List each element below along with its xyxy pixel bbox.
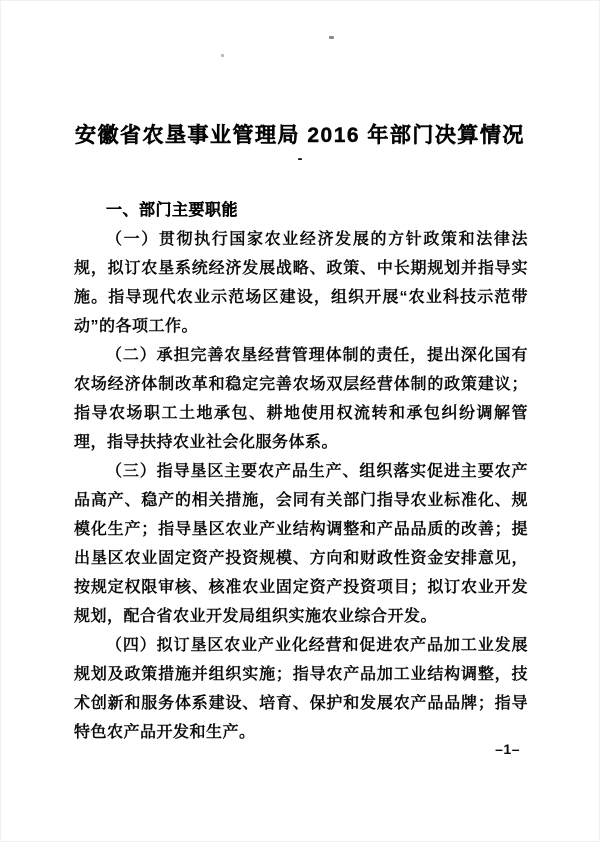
body-paragraph-2: （二）承担完善农垦经营管理体制的责任，提出深化国有农场经济体制改革和稳定完善农场双层经营体制的政策建议；指导农场职工土地承包、耕地使用权流转和承包纠纷调解管理，指导扶持农业社会化服务体系。: [74, 347, 528, 451]
body-paragraph-1: （一）贯彻执行国家农业经济发展的方针政策和法律法规，拟订农垦系统经济发展战略、政策、中长期规划并指导实施。指导现代农业示范场区建设，组织开展“农业科技示范带动”的各项工作。: [74, 231, 528, 335]
document-body: [74, 196, 528, 747]
page-number: –1–: [495, 741, 520, 757]
body-paragraph-3: （三）指导垦区主要农产品生产、组织落实促进主要农产品高产、稳产的相关措施，会同有关部门指导农业标准化、规模化生产；指导垦区农业产业结构调整和产品品质的改善；提出垦区农业固定资产投资规模、方向和财政性资金安排意见，按规定权限审核、核准农业固定资产投资项目；拟订农业开发规划，配合省农业开发局组织实施农业综合开发。: [74, 463, 528, 625]
body-paragraph-4: （四）拟订垦区农业产业化经营和促进农产品加工业发展规划及政策措施并组织实施；指导农产品加工业结构调整，技术创新和服务体系建设、培育、保护和发展农产品品牌；指导特色农产品开发和生产。: [74, 637, 528, 741]
scan-artifact-speck: [329, 36, 334, 39]
title-dash-mark: -: [297, 150, 303, 167]
document-title: 安徽省农垦事业管理局 2016 年部门决算情况: [75, 124, 525, 147]
title-block: [0, 121, 600, 167]
section-heading: 一、部门主要职能: [106, 202, 239, 219]
scan-artifact-speck: [221, 54, 224, 57]
